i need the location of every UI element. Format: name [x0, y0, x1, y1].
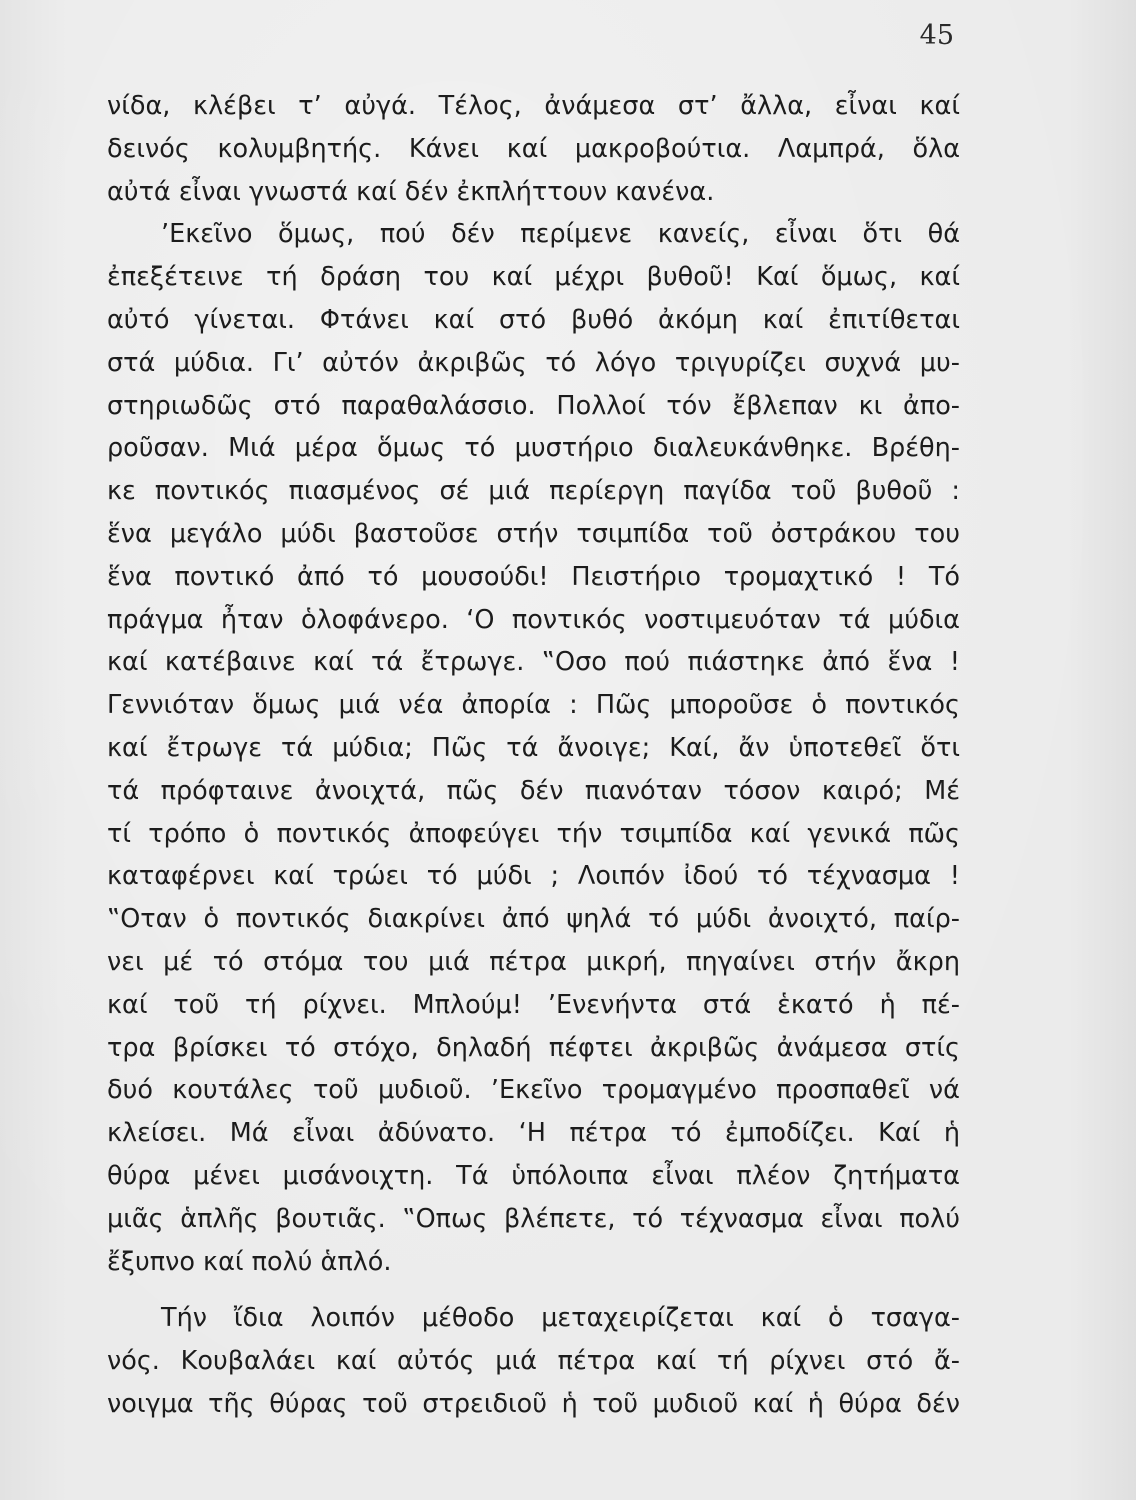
text-line: ’Εκεῖνο ὅμως, πού δέν περίμενε κανείς, εἶναι ὅτι θά [161, 219, 960, 250]
paragraph [107, 213, 960, 1283]
text-line: αὐτό γίνεται. Φτάνει καί στό βυθό ἀκόμη καί ἐπιτίθεται [107, 304, 960, 335]
body-text [107, 85, 960, 1426]
text-line: δεινός κολυμβητής. Κάνει καί μακροβούτια. Λαμπρά, ὅλα [107, 133, 960, 164]
text-line: τά πρόφταινε ἀνοιχτά, πῶς δέν πιανόταν τόσον καιρό; Μέ [107, 775, 960, 806]
text-line: καταφέρνει καί τρώει τό μύδι ; Λοιπόν ἰδού τό τέχνασμα ! [107, 861, 960, 892]
text-line: θύρα μένει μισάνοιχτη. Τά ὑπόλοιπα εἶναι πλέον ζητήματα [107, 1160, 960, 1191]
text-line: δυό κουτάλες τοῦ μυδιοῦ. ’Εκεῖνο τρομαγμένο προσπαθεῖ νά [107, 1075, 960, 1106]
page-number: 45 [919, 20, 954, 51]
text-line: ροῦσαν. Μιά μέρα ὅμως τό μυστήριο διαλευκάνθηκε. Βρέθη- [107, 433, 960, 464]
paragraph [107, 85, 960, 213]
text-line: κε ποντικός πιασμένος σέ μιά περίεργη παγίδα τοῦ βυθοῦ : [107, 476, 960, 507]
text-line: κλείσει. Μά εἶναι ἀδύνατο. ‘Η πέτρα τό ἐμποδίζει. Καί ἡ [107, 1118, 960, 1149]
text-line: τί τρόπο ὁ ποντικός ἀποφεύγει τήν τσιμπίδα καί γενικά πῶς [107, 818, 960, 849]
text-line: ἔξυπνο καί πολύ ἁπλό. [107, 1246, 392, 1277]
text-line: καί τοῦ τή ρίχνει. Μπλούμ! ’Ενενήντα στά ἑκατό ἡ πέ- [107, 989, 960, 1020]
text-line: στά μύδια. Γι’ αὐτόν ἀκριβῶς τό λόγο τριγυρίζει συχνά μυ- [107, 347, 960, 378]
text-line: καί ἔτρωγε τά μύδια; Πῶς τά ἄνοιγε; Καί, ἄν ὑποτεθεῖ ὅτι [107, 732, 960, 763]
text-line: Τήν ἴδια λοιπόν μέθοδο μεταχειρίζεται καί ὁ τσαγα- [161, 1303, 960, 1334]
text-line: μιᾶς ἁπλῆς βουτιᾶς. ‟Οπως βλέπετε, τό τέχνασμα εἶναι πολύ [107, 1203, 960, 1234]
text-line: ἕνα μεγάλο μύδι βαστοῦσε στήν τσιμπίδα τοῦ ὀστράκου του [107, 518, 960, 549]
text-line: νίδα, κλέβει τ’ αὐγά. Τέλος, ἀνάμεσα στ’ ἄλλα, εἶναι καί [107, 91, 960, 121]
text-line: αὐτά εἶναι γνωστά καί δέν ἐκπλήττουν κανένα. [107, 176, 715, 207]
text-line: ἕνα ποντικό ἀπό τό μουσούδι! Πειστήριο τρομαχτικό ! Τό [107, 561, 960, 592]
text-line: νός. Κουβαλάει καί αὐτός μιά πέτρα καί τή ρίχνει στό ἄ- [107, 1346, 960, 1377]
text-line: καί κατέβαινε καί τά ἔτρωγε. ‟Οσο πού πιάστηκε ἀπό ἕνα ! [107, 647, 960, 678]
text-line: πράγμα ἦταν ὁλοφάνερο. ‘Ο ποντικός νοστιμευόταν τά μύδια [107, 604, 960, 635]
text-line: τρα βρίσκει τό στόχο, δηλαδή πέφτει ἀκριβῶς ἀνάμεσα στίς [107, 1032, 960, 1063]
text-line: ἐπεξέτεινε τή δράση του καί μέχρι βυθοῦ! Καί ὅμως, καί [107, 262, 960, 293]
paragraph-spacer [107, 1283, 960, 1297]
text-line: Γεννιόταν ὅμως μιά νέα ἀπορία : Πῶς μποροῦσε ὁ ποντικός [107, 690, 960, 721]
paragraph [107, 1297, 960, 1425]
text-line: ‟Οταν ὁ ποντικός διακρίνει ἀπό ψηλά τό μύδι ἀνοιχτό, παίρ- [107, 904, 960, 935]
text-line: νοιγμα τῆς θύρας τοῦ στρειδιοῦ ἡ τοῦ μυδιοῦ καί ἡ θύρα δέν [107, 1388, 960, 1419]
text-line: στηριωδῶς στό παραθαλάσσιο. Πολλοί τόν ἔβλεπαν κι ἀπο- [107, 390, 960, 421]
text-line: νει μέ τό στόμα του μιά πέτρα μικρή, πηγαίνει στήν ἄκρη [107, 946, 960, 977]
